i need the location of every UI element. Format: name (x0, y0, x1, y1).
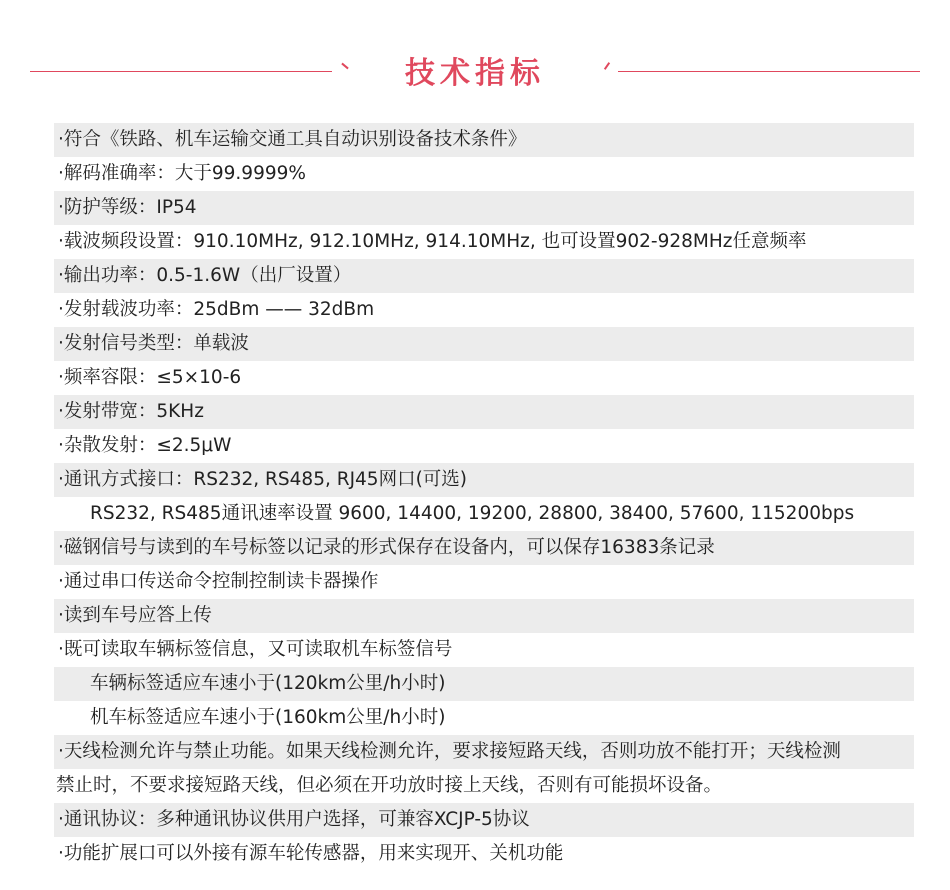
spec-list (0, 123, 950, 871)
spec-item: ·防护等级：IP54 (54, 191, 914, 225)
spec-item: ·杂散发射：≤2.5μW (58, 435, 232, 456)
page-title: 技术指标 (405, 56, 545, 91)
spec-item: ·通讯协议：多种通讯协议供用户选择，可兼容XCJP-5协议 (54, 803, 914, 837)
spec-item: ·既可读取车辆标签信息，又可读取机车标签信号 (58, 639, 453, 660)
spec-item: ·符合《铁路、机车运输交通工具自动识别设备技术条件》 (54, 123, 914, 157)
spec-item: ·发射带宽：5KHz (54, 395, 914, 429)
header-rule-right (618, 71, 920, 72)
spec-item-continuation: 禁止时，不要求接短路天线，但必须在开功放时接上天线，否则有可能损坏设备。 (56, 775, 723, 796)
spec-item: ·磁钢信号与读到的车号标签以记录的形式保存在设备内，可以保存16383条记录 (54, 531, 914, 565)
spec-item: ·解码准确率：大于99.9999% (58, 163, 306, 184)
spec-item: ·发射载波功率：25dBm —— 32dBm (58, 299, 375, 320)
spec-item: ·读到车号应答上传 (54, 599, 914, 633)
spec-item: ·频率容限：≤5×10-6 (58, 367, 242, 388)
spec-item: ·发射信号类型：单载波 (54, 327, 914, 361)
spec-subitem: 机车标签适应车速小于(160km公里/h小时) (90, 707, 446, 728)
spec-item: ·通讯方式接口：RS232, RS485, RJ45网口(可选) (54, 463, 914, 497)
spec-item: ·功能扩展口可以外接有源车轮传感器，用来实现开、关机功能 (58, 843, 564, 864)
spec-item: ·通过串口传送命令控制控制读卡器操作 (58, 571, 379, 592)
spec-item: ·输出功率：0.5-1.6W（出厂设置） (54, 259, 914, 293)
spec-item: ·天线检测允许与禁止功能。如果天线检测允许，要求接短路天线，否则功放不能打开；天线检测 (54, 735, 914, 769)
spec-subitem: 车辆标签适应车速小于(120km公里/h小时) (54, 667, 914, 701)
spec-subitem: RS232, RS485通讯速率设置 9600, 14400, 19200, 28800, 38400, 57600, 115200bps (90, 503, 855, 524)
spec-item: ·载波频段设置：910.10MHz, 912.10MHz, 914.10MHz, 也可设置902-928MHz任意频率 (58, 231, 807, 252)
section-header (0, 40, 950, 104)
